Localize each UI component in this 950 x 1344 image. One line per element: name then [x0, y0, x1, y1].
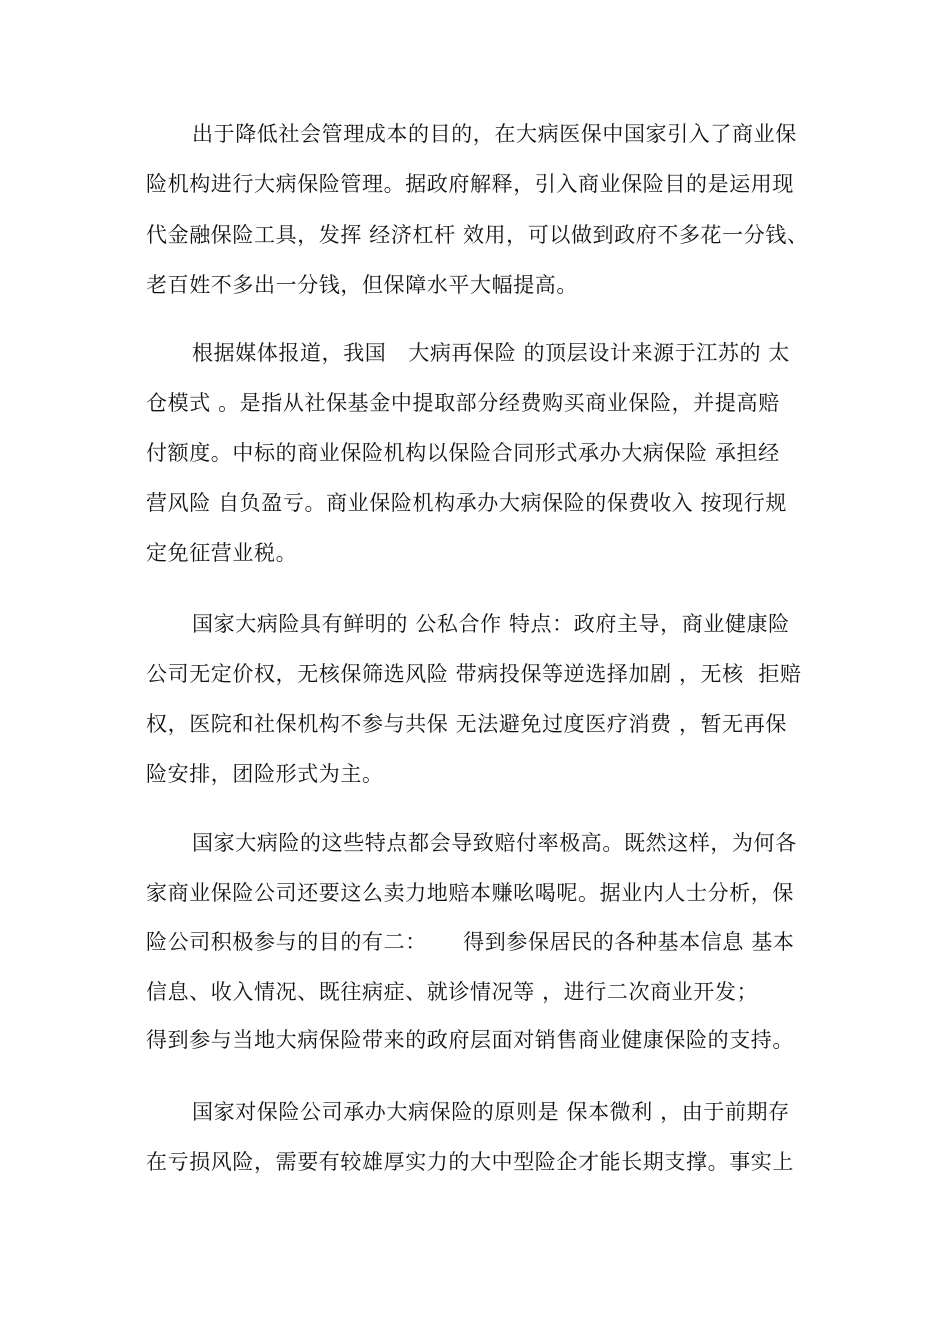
paragraph-1-line-1: 出于降低社会管理成本的目的，在大病医保中国家引入了商业保: [192, 122, 797, 146]
paragraph-3-line-3: 权，医院和社保机构不参与共保 无法避免过度医疗消费 ，暂无再保: [146, 712, 787, 736]
paragraph-2-line-5: 定免征营业税。: [146, 541, 298, 565]
paragraph-4-line-1: 国家大病险的这些特点都会导致赔付率极高。既然这样，为何各: [192, 831, 797, 855]
paragraph-1-line-2: 险机构进行大病保险管理。据政府解释，引入商业保险目的是运用现: [146, 172, 794, 196]
paragraph-3-line-2: 公司无定价权，无核保筛选风险 带病投保等逆选择加剧 ，无核 拒赔: [146, 662, 802, 686]
paragraph-2-line-3: 付额度。中标的商业保险机构以保险合同形式承办大病保险 承担经: [146, 441, 780, 465]
paragraph-5-line-2: 在亏损风险，需要有较雄厚实力的大中型险企才能长期支撑。事实上: [146, 1150, 794, 1174]
paragraph-2-line-1: 根据媒体报道，我国 大病再保险 的顶层设计来源于江苏的 太: [192, 341, 790, 365]
paragraph-2-line-2: 仓模式 。是指从社保基金中提取部分经费购买商业保险，并提高赔: [146, 391, 780, 415]
paragraph-3-line-1: 国家大病险具有鲜明的 公私合作 特点：政府主导，商业健康险: [192, 612, 790, 636]
paragraph-4-line-3: 险公司积极参与的目的有二： 得到参保居民的各种基本信息 基本: [146, 930, 795, 954]
paragraph-4-line-4: 信息、收入情况、既往病症、就诊情况等 ，进行二次商业开发；: [146, 980, 759, 1004]
paragraph-4-line-2: 家商业保险公司还要这么卖力地赔本赚吆喝呢。据业内人士分析，保: [146, 881, 794, 905]
paragraph-3-line-4: 险安排，团险形式为主。: [146, 762, 384, 786]
paragraph-5-line-1: 国家对保险公司承办大病保险的原则是 保本微利 ，由于前期存: [192, 1100, 790, 1124]
paragraph-4-line-5: 得到参与当地大病保险带来的政府层面对销售商业健康保险的支持。: [146, 1028, 794, 1052]
paragraph-1-line-4: 老百姓不多出一分钱，但保障水平大幅提高。: [146, 273, 578, 297]
paragraph-2-line-4: 营风险 自负盈亏。商业保险机构承办大病保险的保费收入 按现行规: [146, 491, 787, 515]
paragraph-1-line-3: 代金融保险工具，发挥 经济杠杆 效用，可以做到政府不多花一分钱、: [146, 223, 809, 247]
